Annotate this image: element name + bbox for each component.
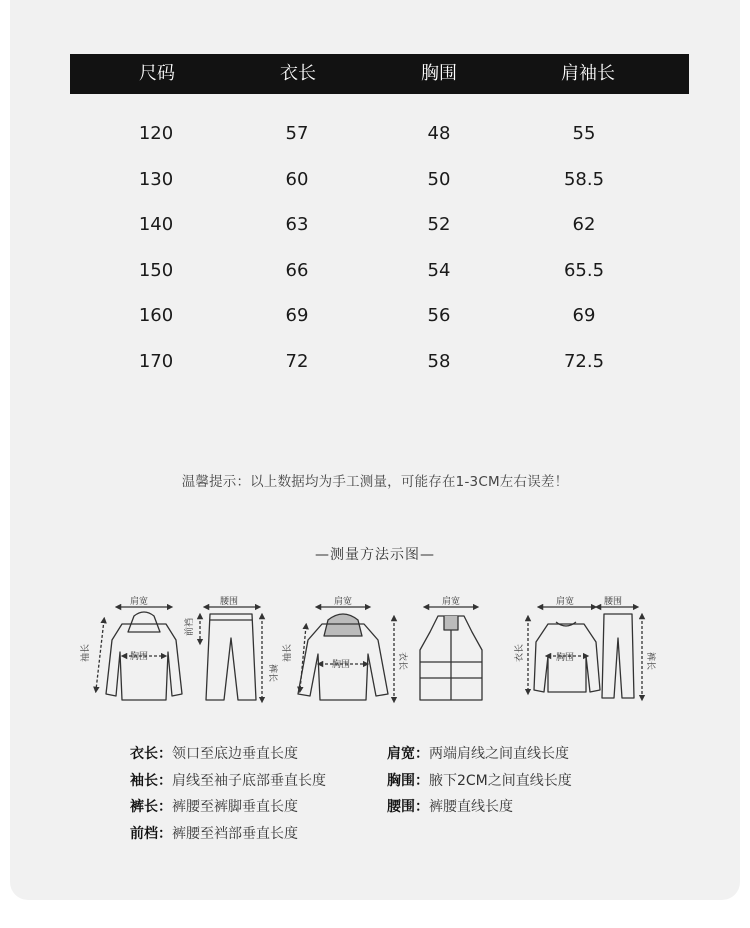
label-sleeve: 袖长 <box>81 643 91 662</box>
legend-pants-length <box>130 798 298 816</box>
legend-value: 裤腰至裆部垂直长度 <box>172 826 298 842</box>
cell-length: 57 <box>285 123 309 144</box>
cell-shoulder-sleeve: 58.5 <box>563 169 605 190</box>
sweater-pants-figure <box>528 607 642 698</box>
measurement-tip: 温馨提示：以上数据均为手工测量，可能存在1-3CM左右误差！ <box>181 474 569 490</box>
legend-key: 袖长： <box>130 773 172 789</box>
cell-length: 66 <box>285 260 309 281</box>
legend-garment-length <box>130 745 298 763</box>
label-shoulder: 肩宽 <box>130 597 149 607</box>
cell-length: 60 <box>285 169 309 190</box>
label-chest: 胸围 <box>332 660 351 670</box>
label-shoulder: 肩宽 <box>556 597 575 607</box>
vest-figure <box>420 607 482 700</box>
legend-key: 胸围： <box>387 773 429 789</box>
label-waist: 腰围 <box>220 597 239 607</box>
cell-shoulder-sleeve: 69 <box>572 305 596 326</box>
cell-shoulder-sleeve: 72.5 <box>563 351 605 372</box>
label-pants-length: 裤长 <box>645 652 655 671</box>
table-row <box>0 122 750 146</box>
cell-size: 170 <box>138 351 174 372</box>
header-chest: 胸围 <box>421 63 457 84</box>
table-row <box>0 213 750 237</box>
cell-size: 150 <box>138 260 174 281</box>
label-pants-length: 裤长 <box>267 664 277 683</box>
measurement-figures <box>0 590 750 720</box>
legend-value: 裤腰至裤脚垂直长度 <box>172 799 298 815</box>
cell-shoulder-sleeve: 62 <box>572 214 596 235</box>
table-row <box>0 259 750 283</box>
cell-length: 63 <box>285 214 309 235</box>
cell-chest: 58 <box>427 351 451 372</box>
cell-size: 130 <box>138 169 174 190</box>
cell-chest: 52 <box>427 214 451 235</box>
legend-front-rise <box>130 825 298 843</box>
legend-value: 领口至底边垂直长度 <box>172 746 298 762</box>
cell-shoulder-sleeve: 65.5 <box>563 260 605 281</box>
legend-value: 裤腰直线长度 <box>429 799 513 815</box>
label-chest: 胸围 <box>130 652 149 662</box>
cell-size: 120 <box>138 123 174 144</box>
label-garment-length: 衣长 <box>515 643 525 662</box>
header-size: 尺码 <box>139 63 175 84</box>
legend-value: 腋下2CM之间直线长度 <box>429 773 572 789</box>
cell-length: 69 <box>285 305 309 326</box>
legend-key: 衣长： <box>130 746 172 762</box>
table-row <box>0 168 750 192</box>
cell-chest: 56 <box>427 305 451 326</box>
legend-key: 腰围： <box>387 799 429 815</box>
cell-chest: 50 <box>427 169 451 190</box>
legend-key: 前档： <box>130 826 172 842</box>
label-front-rise: 前裆 <box>185 617 195 636</box>
cell-chest: 48 <box>427 123 451 144</box>
cell-size: 140 <box>138 214 174 235</box>
legend-chest <box>387 772 572 790</box>
label-garment-length: 衣长 <box>397 652 407 671</box>
table-row <box>0 350 750 374</box>
header-length: 衣长 <box>280 63 316 84</box>
legend-waist <box>387 798 513 816</box>
label-sleeve: 袖长 <box>283 643 293 662</box>
table-row <box>0 304 750 328</box>
method-title: —测量方法示图— <box>315 547 435 563</box>
label-chest: 胸围 <box>556 653 575 663</box>
pants-figure-1 <box>200 607 262 700</box>
legend-shoulder-width <box>387 745 569 763</box>
label-waist: 腰围 <box>604 597 623 607</box>
cell-length: 72 <box>285 351 309 372</box>
label-shoulder: 肩宽 <box>334 597 353 607</box>
cell-chest: 54 <box>427 260 451 281</box>
legend-value: 肩线至袖子底部垂直长度 <box>172 773 326 789</box>
legend-key: 裤长： <box>130 799 172 815</box>
header-shoulder-sleeve: 肩袖长 <box>561 63 615 84</box>
legend-key: 肩宽： <box>387 746 429 762</box>
cell-shoulder-sleeve: 55 <box>572 123 596 144</box>
legend-sleeve-length <box>130 772 326 790</box>
label-shoulder: 肩宽 <box>442 597 461 607</box>
legend-value: 两端肩线之间直线长度 <box>429 746 569 762</box>
size-table-header <box>70 54 689 94</box>
cell-size: 160 <box>138 305 174 326</box>
jacket-figure <box>298 607 394 700</box>
